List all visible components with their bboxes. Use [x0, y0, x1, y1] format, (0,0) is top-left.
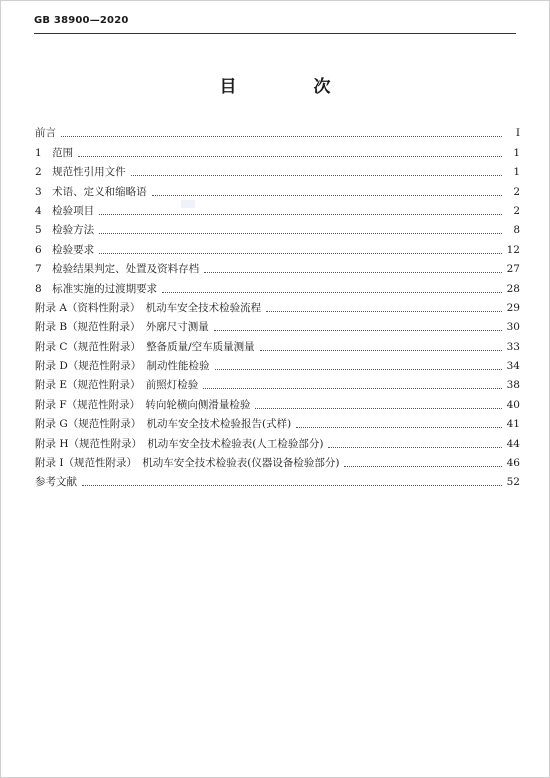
table-of-contents	[35, 121, 520, 489]
toc-entry-page: 2	[513, 185, 520, 198]
toc-entry-annex-g[interactable]	[35, 412, 520, 431]
toc-entry-label: 附录 A（资料性附录） 机动车安全技术检验流程	[35, 301, 262, 314]
toc-entry-transition-requirements[interactable]	[35, 276, 520, 295]
toc-entry-label: 附录 H（规范性附录） 机动车安全技术检验表(人工检验部分)	[35, 437, 324, 450]
toc-entry-page: 34	[506, 360, 520, 373]
toc-entry-label: 7 检验结果判定、处置及资料存档	[35, 263, 200, 276]
toc-entry-label: 参考文献	[35, 476, 77, 489]
toc-entry-page: 8	[513, 224, 520, 237]
toc-entry-page: 29	[506, 301, 520, 314]
toc-title: 目 次	[219, 77, 361, 97]
toc-entry-page: 41	[506, 418, 520, 431]
toc-entry-annex-d[interactable]	[35, 354, 520, 373]
dot-leader	[328, 447, 502, 448]
toc-entry-page: 1	[513, 166, 520, 179]
toc-entry-label: 前言	[35, 127, 56, 140]
toc-entry-inspection-requirements[interactable]	[35, 237, 520, 256]
toc-entry-label: 附录 E（规范性附录） 前照灯检验	[35, 379, 199, 392]
dot-leader	[260, 350, 502, 351]
dot-leader	[82, 485, 502, 486]
toc-entry-label: 3 术语、定义和缩略语	[35, 185, 147, 198]
toc-entry-label: 6 检验要求	[35, 243, 95, 256]
toc-entry-page: 27	[506, 263, 520, 276]
dot-leader	[61, 136, 502, 137]
toc-entry-annex-i[interactable]	[35, 451, 520, 470]
toc-entry-annex-b[interactable]	[35, 315, 520, 334]
dot-leader	[99, 253, 502, 254]
toc-entry-page: 44	[506, 437, 520, 450]
toc-entry-result-judgment[interactable]	[35, 257, 520, 276]
toc-entry-page: 1	[513, 146, 520, 159]
toc-entry-page: 40	[506, 398, 520, 411]
toc-entry-annex-c[interactable]	[35, 334, 520, 353]
toc-entry-normative-references[interactable]	[35, 160, 520, 179]
dot-leader	[131, 175, 502, 176]
dot-leader	[344, 466, 502, 467]
toc-entry-page: 12	[506, 243, 520, 256]
toc-entry-annex-e[interactable]	[35, 373, 520, 392]
toc-entry-page: 46	[506, 457, 520, 470]
dot-leader	[255, 408, 502, 409]
toc-entry-terms-definitions[interactable]	[35, 179, 520, 198]
toc-entry-foreword[interactable]	[35, 121, 520, 140]
toc-entry-page: 30	[506, 321, 520, 334]
dot-leader	[204, 272, 502, 273]
dot-leader	[266, 311, 502, 312]
dot-leader	[162, 292, 502, 293]
toc-entry-page: 2	[513, 204, 520, 217]
toc-entry-label: 附录 I（规范性附录） 机动车安全技术检验表(仪器设备检验部分)	[35, 457, 340, 470]
toc-entry-label: 附录 G（规范性附录） 机动车安全技术检验报告(式样)	[35, 418, 292, 431]
dot-leader	[214, 330, 502, 331]
standard-code: GB 38900—2020	[34, 15, 129, 26]
dot-leader	[78, 156, 502, 157]
toc-entry-page: 52	[506, 476, 520, 489]
toc-entry-page: 33	[506, 340, 520, 353]
toc-entry-label: 2 规范性引用文件	[35, 166, 126, 179]
toc-entry-label: 附录 B（规范性附录） 外廓尺寸测量	[35, 321, 209, 334]
dot-leader	[203, 388, 502, 389]
toc-entry-page: Ⅰ	[515, 127, 520, 140]
toc-entry-label: 8 标准实施的过渡期要求	[35, 282, 158, 295]
toc-entry-label: 4 检验项目	[35, 204, 95, 217]
toc-entry-inspection-methods[interactable]	[35, 218, 520, 237]
dot-leader	[99, 214, 502, 215]
toc-entry-label: 附录 F（规范性附录） 转向轮横向侧滑量检验	[35, 398, 251, 411]
dot-leader	[152, 195, 502, 196]
toc-entry-label: 附录 C（规范性附录） 整备质量/空车质量测量	[35, 340, 255, 353]
dot-leader	[215, 369, 502, 370]
dot-leader	[99, 233, 502, 234]
toc-entry-page: 38	[506, 379, 520, 392]
header-rule	[34, 33, 516, 34]
dot-leader	[296, 427, 502, 428]
toc-entry-annex-h[interactable]	[35, 431, 520, 450]
toc-entry-page: 28	[506, 282, 520, 295]
toc-entry-label: 5 检验方法	[35, 224, 95, 237]
toc-entry-scope[interactable]	[35, 140, 520, 159]
toc-entry-annex-f[interactable]	[35, 392, 520, 411]
toc-entry-label: 1 范围	[35, 146, 74, 159]
toc-entry-label: 附录 D（规范性附录） 制动性能检验	[35, 360, 210, 373]
toc-entry-annex-a[interactable]	[35, 296, 520, 315]
toc-entry-bibliography[interactable]	[35, 470, 520, 489]
toc-entry-inspection-items[interactable]	[35, 199, 520, 218]
